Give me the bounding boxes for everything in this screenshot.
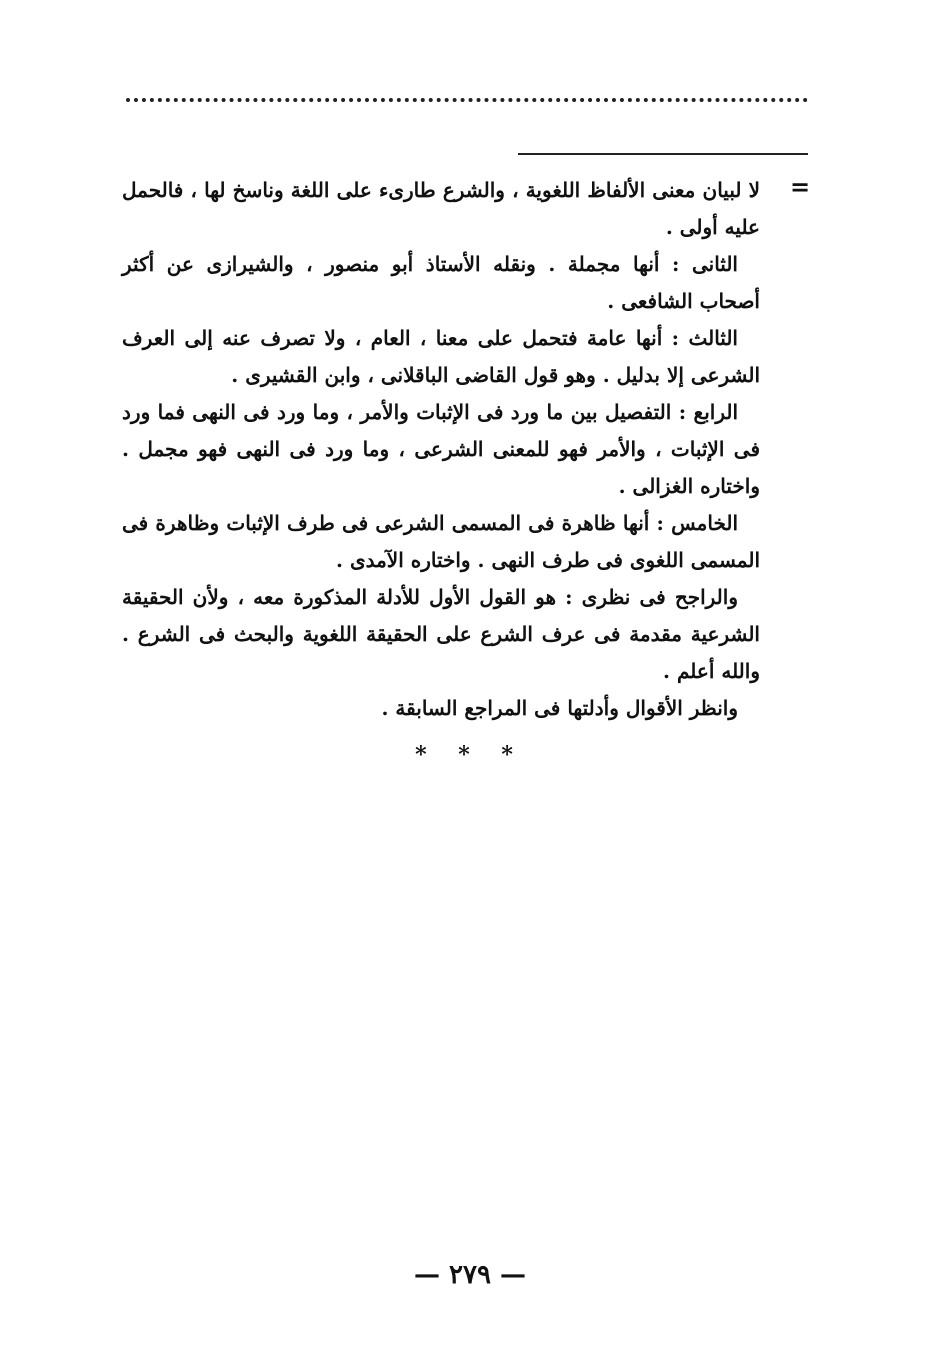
- footnote-paragraph-4: الرابع : التفصيل بين ما ورد فى الإثبات والأمر ، وما ورد فى النهى فما ورد فى الإثبات ، والأمر فهو للمعنى الشرعى ، وما ورد فى النهى فهو مجمل . واختاره الغزالى .: [122, 400, 760, 498]
- section-break-stars: * * *: [415, 742, 525, 768]
- footnote-continuation-mark: =: [790, 172, 811, 201]
- page-number: — ٢٧٩ —: [413, 1260, 527, 1290]
- dotted-separator: [126, 98, 808, 102]
- footnote-paragraph-7: وانظر الأقوال وأدلتها فى المراجع السابقة .: [381, 696, 738, 720]
- footnote-paragraph-1: لا لبيان معنى الألفاظ اللغوية ، والشرع طارىء على اللغة وناسخ لها ، فالحمل عليه أولى .: [122, 178, 760, 239]
- footnote-body: [122, 172, 760, 727]
- footnote-paragraph-6: والراجح فى نظرى : هو القول الأول للأدلة المذكورة معه ، ولأن الحقيقة الشرعية مقدمة فى عرف الشرع على الحقيقة اللغوية والبحث فى الشرع . والله أعلم .: [122, 585, 760, 683]
- footnote-paragraph-3: الثالث : أنها عامة فتحمل على معنا ، العام ، ولا تصرف عنه إلى العرف الشرعى إلا بدليل . وهو قول القاضى الباقلانى ، وابن القشيرى .: [122, 326, 760, 387]
- footnote-paragraph-5: الخامس : أنها ظاهرة فى المسمى الشرعى فى طرف الإثبات وظاهرة فى المسمى اللغوى فى طرف النهى . واختاره الآمدى .: [122, 511, 760, 572]
- footnote-separator: [518, 153, 808, 155]
- footnote-paragraph-2: الثانى : أنها مجملة . ونقله الأستاذ أبو منصور ، والشيرازى عن أكثر أصحاب الشافعى .: [122, 252, 760, 313]
